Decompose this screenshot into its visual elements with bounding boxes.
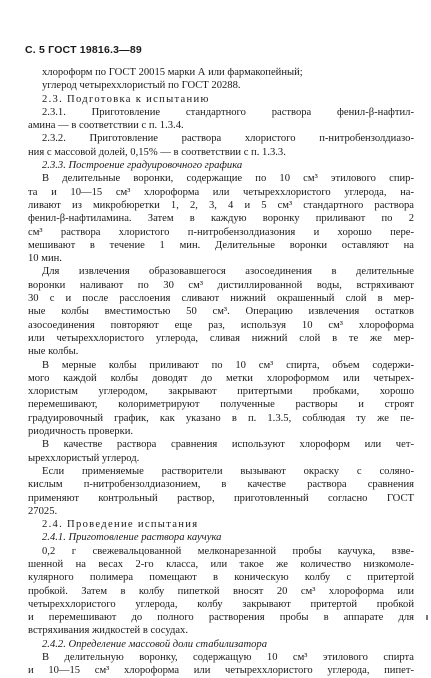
text-line: 2.3.2. Приготовление раствора хлористого п-нитробензолдиазо- (42, 133, 414, 145)
text-line: 10 мин. (28, 253, 62, 265)
text-line: и перемешивают до полного растворения пробы в аппарате для (28, 612, 414, 624)
text-line: та и 10—15 см³ хлороформа или четыреххлористого углерода, на- (28, 186, 414, 198)
text-line: ные колбы. (28, 346, 79, 358)
text-line: 27025. (28, 505, 58, 517)
text-line: мого каждой колбы доводят до метки хлороформом или четырех- (28, 372, 414, 384)
text-line: хлористым углеродом, закрывают притертыми пробками, хорошо (28, 386, 414, 398)
text-line: азосоединения повторяют еще раз, используя 10 см³ хлороформа (28, 319, 414, 331)
text-line: В делительные воронки, содержащие по 10 см³ этилового спир- (42, 173, 414, 185)
subsection-heading: 2.4.2. Определение массовой доли стабилизатора (42, 638, 268, 650)
text-line: В делительную воронку, содержащую 10 см³ этилового спирта (42, 652, 414, 664)
page-header: С. 5 ГОСТ 19816.3—89 (25, 44, 142, 56)
text-line: или четыреххлористого углерода, сливая нижний слой в те же мер- (28, 332, 414, 344)
subsection-heading: 2.4.1. Приготовление раствора каучука (42, 532, 222, 544)
text-line: ные колбы вместимостью 50 см³. Операцию извлечения остатков (28, 306, 414, 318)
text-line: шенной на весах 2-го класса, или такое же количество низкомоле- (28, 558, 414, 570)
page-mark (426, 615, 428, 620)
text-line: мешивают в течение 1 мин. Делительные воронки оставляют на (28, 239, 414, 251)
text-line: см³ раствора хлористого п-нитробензолдиазония и хорошо пере- (28, 226, 414, 238)
section-heading: 2.4. Проведение испытания (42, 519, 199, 531)
document-body (28, 66, 414, 678)
text-line: и 10—15 см³ хлороформа или четыреххлористого углерода, пипет- (28, 665, 414, 677)
text-line: ливают из микробюретки 1, 2, 3, 4 и 5 см³ стандартного раствора (28, 199, 414, 211)
text-line: ыреххлористый углерод. (28, 452, 140, 464)
text-line: кулярного полимера помещают в коническую колбу с притертой (28, 572, 414, 584)
text-line: 0,2 г свежевальцованной мелконарезанной пробы каучука, взве- (42, 545, 414, 557)
section-heading: 2.3. Подготовка к испытанию (42, 93, 210, 105)
text-line: четыреххлористого углерода, колбу закрывают притертой пробкой (28, 598, 414, 610)
text-line: ния с массовой долей, 0,15% — в соответствии с п. 1.3.3. (28, 146, 286, 158)
text-line: 30 с и после расслоения сливают нижний окрашенный слой в мер- (28, 293, 414, 305)
text-line: хлороформ по ГОСТ 20015 марки А или фармакопейный; (42, 67, 303, 78)
subsection-heading: 2.3.3. Построение градуировочного графика (42, 160, 243, 172)
text-line: В мерные колбы приливают по 10 см³ спирта, объем содержи- (42, 359, 414, 371)
text-line: перемешивают, колориметрируют полученные растворы и строят (28, 399, 414, 411)
text-line: кислым п-нитробензолдиазонием, в качестве раствора сравнения (28, 479, 414, 491)
text-line: пробкой. Затем в колбу пипеткой вносят 20 см³ хлороформа или (28, 585, 414, 597)
text-line: применяют контрольный раствор, приготовленный согласно ГОСТ (28, 492, 414, 504)
text-line: встряхивания жидкостей в сосудах. (28, 625, 189, 637)
text-line: углерод четыреххлористый по ГОСТ 20288. (42, 80, 241, 92)
text-line: В качестве раствора сравнения используют хлороформ или чет- (42, 439, 414, 451)
text-line: градуировочный график, как указано в п. 1.3.5, соблюдая ту же пе- (28, 412, 414, 424)
text-line: фенил-β-нафтиламина. Затем в каждую воронку приливают по 2 (28, 213, 414, 225)
text-line: риодичность проверки. (28, 426, 134, 438)
text-line: Для извлечения образовавшегося азосоединения в делительные (42, 266, 414, 278)
text-line: воронки наливают по 30 см³ дистиллированной воды, встряхивают (28, 279, 414, 291)
text-line: Если применяемые растворители вызывают окраску с солянo- (42, 465, 414, 477)
text-line: амина — в соответствии с п. 1.3.4. (28, 120, 184, 132)
text-line: 2.3.1. Приготовление стандартного раствора фенил-β-нафтил- (42, 106, 414, 118)
